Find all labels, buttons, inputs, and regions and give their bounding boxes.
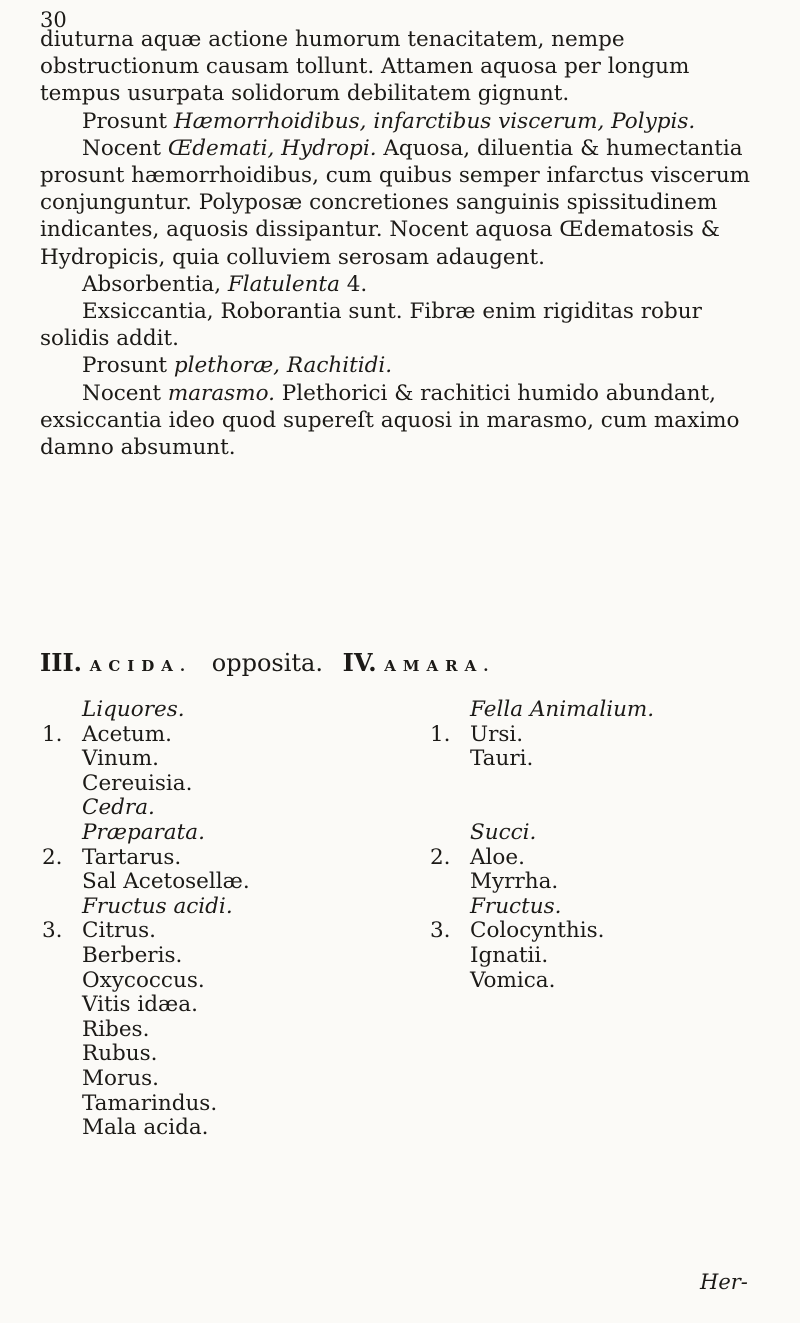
amara-list	[430, 698, 760, 993]
paragraph-1: diuturna aquæ actione humorum tenacitatem, nempe obstructionum causam tollunt. Attamen aquosa per longum tempus usurpata solidorum debilitatem gignunt.	[40, 27, 690, 107]
paragraph-6: Prosunt plethoræ, Rachitidi.	[82, 353, 393, 379]
subheading: Præparata.	[82, 819, 205, 845]
list-item: Cereuisia.	[82, 770, 193, 796]
list-item: Vinum.	[82, 746, 159, 772]
paragraph-4: Absorbentia, Flatulenta 4.	[82, 271, 368, 297]
list-item: 3. Citrus.	[42, 918, 156, 944]
subheading: Liquores.	[82, 697, 185, 722]
list-item: 2. Tartarus.	[42, 844, 182, 870]
subheading: Fructus.	[470, 893, 562, 919]
subheading: Succi.	[470, 819, 537, 845]
list-item: Morus.	[82, 1065, 159, 1091]
heading-acida: ACIDA.	[89, 657, 193, 675]
paragraph-7: Nocent marasmo. Plethorici & rachitici humido abundant, exsiccantia ideo quod supereſt aquosi in marasmo, cum maximo damno absumunt.	[40, 380, 740, 461]
list-item: 2. Aloe.	[430, 844, 525, 870]
page-number: 30	[40, 8, 67, 32]
list-item: Tamarindus.	[82, 1090, 218, 1116]
list-item: Vitis idæa.	[82, 992, 198, 1018]
subheading: Fructus acidi.	[82, 893, 233, 919]
acida-list	[42, 698, 382, 1141]
list-item: 1. Ursi.	[430, 721, 524, 747]
subheading: Fella Animalium.	[470, 697, 655, 722]
list-item: Tauri.	[470, 746, 534, 772]
list-item: Myrrha.	[470, 869, 559, 895]
list-item: Ignatii.	[470, 942, 549, 968]
heading-opposita: opposita.	[211, 649, 323, 677]
list-item: Vomica.	[470, 967, 556, 993]
list-item: Oxycoccus.	[82, 967, 205, 993]
list-item: Sal Acetosellæ.	[82, 869, 250, 895]
list-item: Ribes.	[82, 1016, 150, 1042]
heading-amara: AMARA.	[384, 657, 496, 675]
catchword: Her-	[700, 1270, 748, 1294]
body-text	[40, 26, 752, 461]
list-item: Mala acida.	[82, 1115, 209, 1141]
paragraph-5: Exsiccantia, Roborantia sunt. Fibræ enim rigiditas robur solidis addit.	[40, 299, 702, 352]
paragraph-2: Prosunt Hæmorrhoidibus, infarctibus viscerum, Polypis.	[82, 108, 696, 134]
list-item: Cedra.	[82, 795, 155, 821]
list-item: Berberis.	[82, 942, 183, 968]
section-heading: III. ACIDA. opposita. IV. AMARA.	[40, 648, 496, 677]
list-item: Rubus.	[82, 1041, 158, 1067]
list-item: 1. Acetum.	[42, 721, 172, 747]
list-item: 3. Colocynthis.	[430, 918, 605, 944]
paragraph-3: Nocent Œdemati, Hydropi. Aquosa, diluentia & humectantia prosunt hæmorrhoidibus, cum quibus semper infarctus viscerum conjunguntur. Polyposæ concretiones sanguinis spissitudinem indicantes, aquosis dissipantur. Nocent aquosa Œdematosis & Hydropicis, quia colluviem serosam adaugent.	[40, 135, 751, 270]
